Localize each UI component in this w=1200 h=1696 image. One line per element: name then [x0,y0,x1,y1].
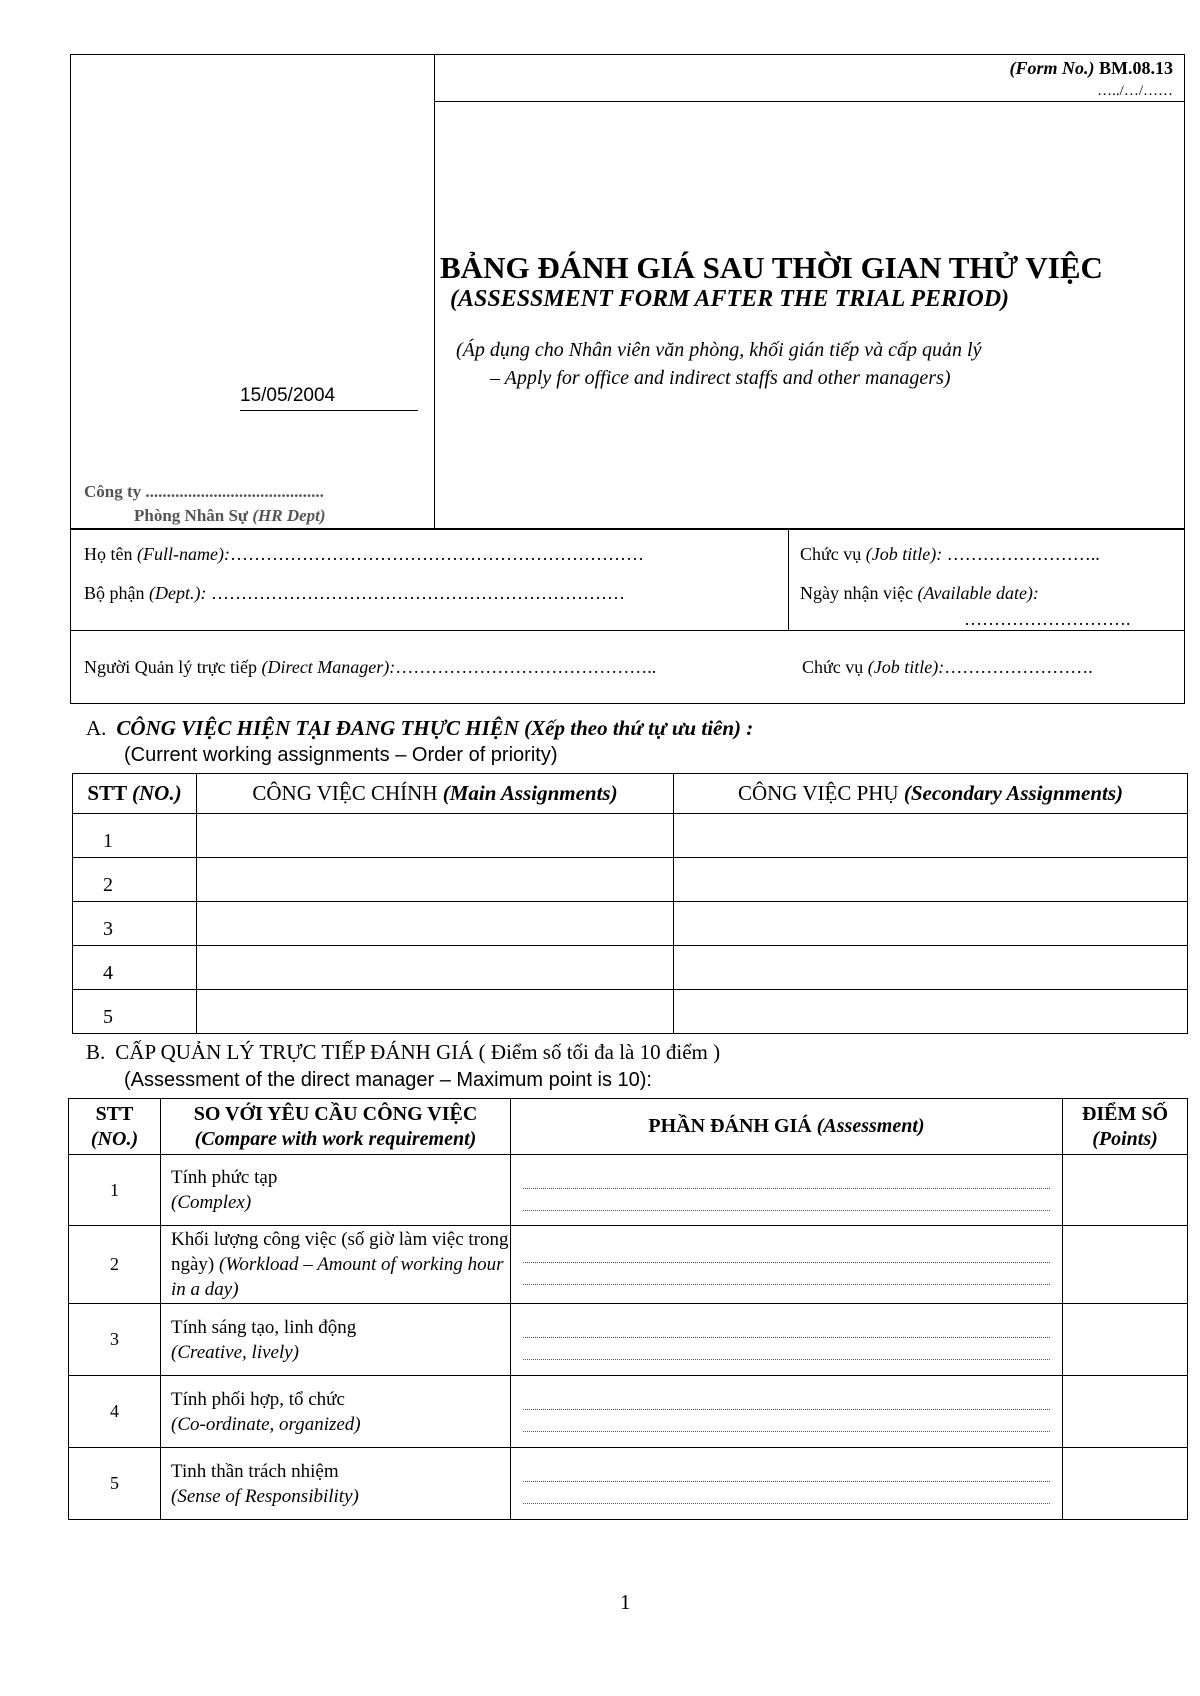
form-date-value: 15/05/2004 [240,385,336,406]
fullname-field[interactable]: Họ tên (Full-name):…………………………………………………………… [84,544,644,564]
table-row: 2 [73,858,1188,902]
col-main: CÔNG VIỆC CHÍNH (Main Assignments) [197,774,674,814]
assessment-cell[interactable] [511,1226,1063,1304]
col-no: STT (NO.) [69,1099,161,1155]
main-assignment-cell[interactable] [197,946,674,990]
available-date-field[interactable]: Ngày nhận việc (Available date): [800,583,1039,603]
assessment-cell[interactable] [511,1155,1063,1226]
table-row: 3 Tính sáng tạo, linh động (Creative, lively) [69,1304,1188,1376]
hr-dept: Phòng Nhân Sự (HR Dept) [134,506,326,525]
company-line: Công ty .......................................... [84,482,324,501]
points-cell[interactable] [1063,1226,1188,1304]
assessment-cell[interactable] [511,1304,1063,1376]
manager-field[interactable]: Người Quản lý trực tiếp (Direct Manager):…………………………………….. [84,657,657,677]
main-assignment-cell[interactable] [197,814,674,858]
table-row: 1 [73,814,1188,858]
table-row: 2 Khối lượng công việc (số giờ làm việc trong ngày) (Workload – Amount of working hour in a day) [69,1226,1188,1304]
section-a-title: A. CÔNG VIỆC HIỆN TẠI ĐANG THỰC HIỆN (Xếp theo thứ tự ưu tiên) : [86,716,754,740]
assessment-table [68,1098,1188,1520]
main-assignment-cell[interactable] [197,902,674,946]
points-cell[interactable] [1063,1155,1188,1226]
col-compare: SO VỚI YÊU CẦU CÔNG VIỆC (Compare with work requirement) [161,1099,511,1155]
table-row: 5 [73,990,1188,1034]
assessment-cell[interactable] [511,1376,1063,1448]
secondary-assignment-cell[interactable] [674,858,1188,902]
apply-note: (Áp dụng cho Nhân viên văn phòng, khối gián tiếp và cấp quản lý – Apply for office and indirect staffs and other managers) [456,339,982,389]
col-no: STT (NO.) [73,774,197,814]
secondary-assignment-cell[interactable] [674,946,1188,990]
col-assessment: PHẦN ĐÁNH GIÁ (Assessment) [511,1099,1063,1155]
points-cell[interactable] [1063,1304,1188,1376]
assignments-table [72,773,1188,1034]
col-secondary: CÔNG VIỆC PHỤ (Secondary Assignments) [674,774,1188,814]
points-cell[interactable] [1063,1448,1188,1520]
dept-field[interactable]: Bộ phận (Dept.): …………………………………………………………… [84,583,625,603]
table-row: 3 [73,902,1188,946]
table-row: 5 Tinh thần trách nhiệm (Sense of Responsibility) [69,1448,1188,1520]
jobtitle-field[interactable]: Chức vụ (Job title): …………………….. [800,544,1100,564]
secondary-assignment-cell[interactable] [674,814,1188,858]
assessment-cell[interactable] [511,1448,1063,1520]
col-points: ĐIỂM SỐ (Points) [1063,1099,1188,1155]
points-cell[interactable] [1063,1376,1188,1448]
available-date-dots: ………………………. [964,609,1131,629]
main-assignment-cell[interactable] [197,990,674,1034]
section-b-subtitle: (Assessment of the direct manager – Maximum point is 10): [124,1069,652,1091]
title-vn: BẢNG ĐÁNH GIÁ SAU THỜI GIAN THỬ VIỆC [440,250,1103,285]
secondary-assignment-cell[interactable] [674,990,1188,1034]
table-row: 1 Tính phức tạp (Complex) [69,1155,1188,1226]
secondary-assignment-cell[interactable] [674,902,1188,946]
table-row: 4 Tính phối hợp, tổ chức (Co-ordinate, organized) [69,1376,1188,1448]
main-assignment-cell[interactable] [197,858,674,902]
section-b-title: B. CẤP QUẢN LÝ TRỰC TIẾP ĐÁNH GIÁ ( Điểm số tối đa là 10 điểm ) [86,1040,721,1064]
page-number: 1 [620,1590,631,1614]
section-a-subtitle: (Current working assignments – Order of priority) [124,744,558,766]
form-number: (Form No.) BM.08.13 …../…/…… [1009,58,1173,99]
title-en: (ASSESSMENT FORM AFTER THE TRIAL PERIOD) [450,286,1010,312]
table-row: 4 [73,946,1188,990]
manager-jobtitle-field[interactable]: Chức vụ (Job title):……………………. [802,657,1093,677]
form-date: …../…/…… [1097,83,1173,99]
page-title [440,250,1185,313]
